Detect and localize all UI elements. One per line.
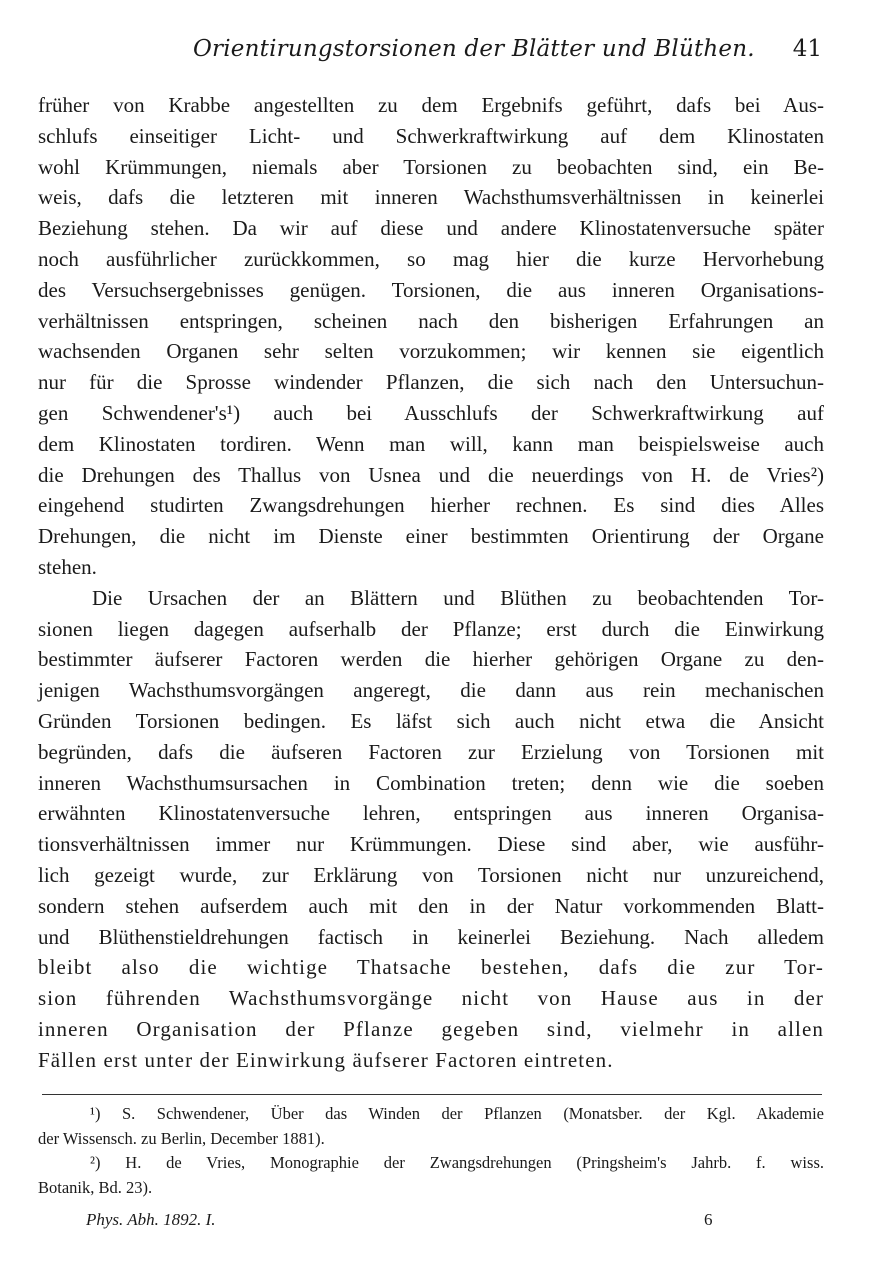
text-line: sondern stehen aufserdem auch mit den in der Natur vorkommenden Blatt- <box>38 893 824 918</box>
footnote-line: ²) H. de Vries, Monographie der Zwangsdrehungen (Pringsheim's Jahrb. f. wiss. <box>90 1153 824 1172</box>
text-line: Beziehung stehen. Da wir auf diese und andere Klinostatenversuche später <box>38 216 824 241</box>
text-line: stehen. <box>38 554 97 579</box>
footnote-line: der Wissensch. zu Berlin, December 1881). <box>38 1128 325 1148</box>
text-line: nur für die Sprosse windender Pflanzen, die sich nach den Untersuchun- <box>38 370 824 395</box>
sheet-number: 6 <box>704 1210 713 1229</box>
footnote-divider <box>42 1094 822 1095</box>
text-line: dem Klinostaten tordiren. Wenn man will, kann man beispielsweise auch <box>38 431 824 456</box>
body-text <box>38 90 824 1076</box>
text-line: früher von Krabbe angestellten zu dem Ergebnifs geführt, dafs bei Aus- <box>38 93 824 117</box>
spaced-text-line: bleibt also die wichtige Thatsache bestehen, dafs die zur Tor- <box>38 955 824 980</box>
text-line: bestimmter äufserer Factoren werden die hierher gehörigen Organe zu den- <box>38 647 824 672</box>
text-line: inneren Wachsthumsursachen in Combination treten; denn wie die soeben <box>38 770 824 795</box>
footnote-line: Botanik, Bd. 23). <box>38 1177 153 1197</box>
signature-text: Phys. Abh. 1892. I. <box>86 1210 216 1229</box>
running-head <box>38 36 824 70</box>
text-line: eingehend studirten Zwangsdrehungen hierher rechnen. Es sind dies Alles <box>38 493 824 518</box>
text-line: wachsenden Organen sehr selten vorzukommen; wir kennen sie eigentlich <box>38 339 824 364</box>
text-line: gen Schwendener's¹) auch bei Ausschlufs der Schwerkraftwirkung auf <box>38 400 824 425</box>
text-line: noch ausführlicher zurückkommen, so mag hier die kurze Hervorhebung <box>38 246 824 271</box>
text-line: jenigen Wachsthumsvorgängen angeregt, die dann aus rein mechanischen <box>38 678 824 703</box>
text-line: und Blüthenstieldrehungen factisch in keinerlei Beziehung. Nach alledem <box>38 924 824 949</box>
paragraph-start-line: Die Ursachen der an Blättern und Blüthen zu beobachtenden Tor- <box>92 585 824 610</box>
text-line: lich gezeigt wurde, zur Erklärung von Torsionen nicht nur unzureichend, <box>38 862 824 887</box>
text-line: wohl Krümmungen, niemals aber Torsionen zu beobachten sind, ein Be- <box>38 154 824 179</box>
spaced-text-line: Fällen erst unter der Einwirkung äufserer Factoren eintreten. <box>38 1047 614 1072</box>
text-line: verhältnissen entspringen, scheinen nach den bisherigen Erfahrungen an <box>38 308 824 333</box>
footnotes <box>38 1102 824 1200</box>
text-line: sionen liegen dagegen aufserhalb der Pflanze; erst durch die Einwirkung <box>38 616 824 641</box>
text-line: Drehungen, die nicht im Dienste einer bestimmten Orientirung der Organe <box>38 524 824 549</box>
footnote-line: ¹) S. Schwendener, Über das Winden der Pflanzen (Monatsber. der Kgl. Akademie <box>90 1104 824 1123</box>
running-title: Orientirungstorsionen der Blätter und Blüthen. <box>193 36 755 62</box>
text-line: weis, dafs die letzteren mit inneren Wachsthumsverhältnissen in keinerlei <box>38 185 824 210</box>
text-line: begründen, dafs die äufseren Factoren zur Erzielung von Torsionen mit <box>38 739 824 764</box>
text-line: schlufs einseitiger Licht- und Schwerkraftwirkung auf dem Klinostaten <box>38 123 824 148</box>
spaced-text-line: inneren Organisation der Pflanze gegeben sind, vielmehr in allen <box>38 1016 824 1041</box>
text-line: erwähnten Klinostatenversuche lehren, entspringen aus inneren Organisa- <box>38 801 824 826</box>
text-line: tionsverhältnissen immer nur Krümmungen. Diese sind aber, wie ausführ- <box>38 832 824 857</box>
text-line: des Versuchsergebnisses genügen. Torsionen, die aus inneren Organisations- <box>38 277 824 302</box>
text-line: die Drehungen des Thallus von Usnea und die neuerdings von H. de Vries²) <box>38 462 824 487</box>
text-line: Gründen Torsionen bedingen. Es läfst sich auch nicht etwa die Ansicht <box>38 708 824 733</box>
document-page <box>38 0 824 1280</box>
page-number: 41 <box>792 36 822 62</box>
spaced-text-line: sion führenden Wachsthumsvorgänge nicht von Hause aus in der <box>38 986 824 1011</box>
printer-signature <box>38 1210 824 1236</box>
